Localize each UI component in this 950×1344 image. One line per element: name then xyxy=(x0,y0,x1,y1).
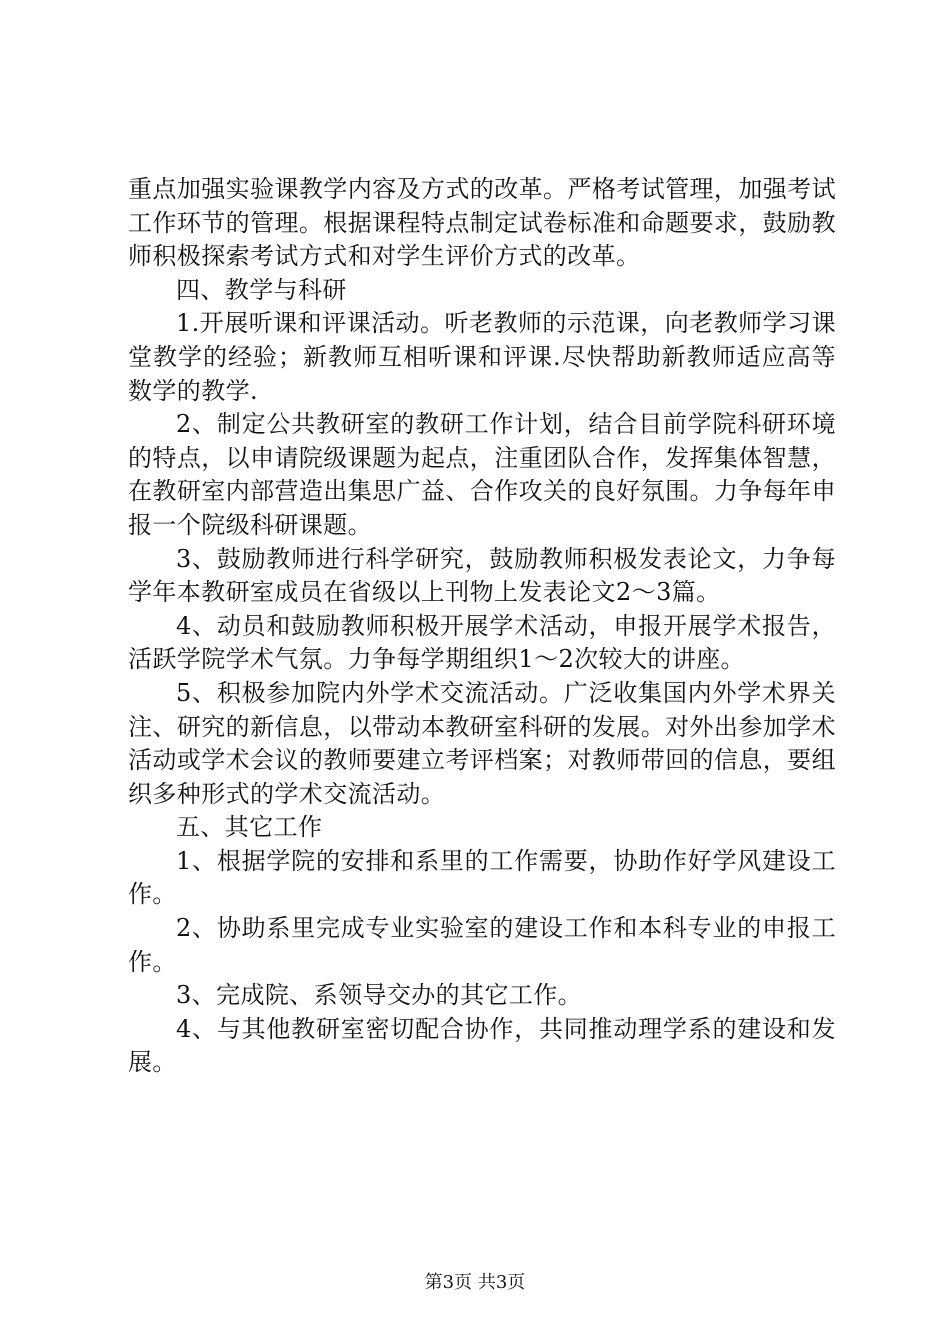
section-heading-teaching-research: 四、教学与科研 xyxy=(176,275,347,304)
paragraph-item: 4、与其他教研室密切配合协作，共同推动理学系的建设和发展。 xyxy=(128,1014,836,1077)
paragraph-item: 1.开展听课和评课活动。听老教师的示范课，向老教师学习课堂教学的经验；新教师互相听课和评课.尽快帮助新教师适应高等数学的教学. xyxy=(128,309,836,405)
paragraph-continued: 重点加强实验课教学内容及方式的改革。严格考试管理，加强考试工作环节的管理。根据课程特点制定试卷标准和命题要求，鼓励教师积极探索考试方式和对学生评价方式的改革。 xyxy=(128,175,836,271)
page-footer xyxy=(0,1272,950,1294)
paragraph-item: 4、动员和鼓励教师积极开展学术活动，申报开展学术报告，活跃学院学术气氛。力争每学期组织1～2次较大的讲座。 xyxy=(128,611,836,674)
paragraph-item: 1、根据学院的安排和系里的工作需要，协助作好学风建设工作。 xyxy=(128,846,836,909)
paragraph-item: 2、制定公共教研室的教研工作计划，结合目前学院科研环境的特点，以申请院级课题为起点，注重团队合作，发挥集体智慧，在教研室内部营造出集思广益、合作攻关的良好氛围。力争每年申报一个院级科研课题。 xyxy=(128,410,836,539)
section-heading-other-work: 五、其它工作 xyxy=(176,813,323,842)
paragraph-item: 2、协助系里完成专业实验室的建设工作和本科专业的申报工作。 xyxy=(128,914,836,976)
document-body xyxy=(128,173,836,1080)
page-number-label: 第3页 共3页 xyxy=(424,1272,526,1293)
paragraph-item: 3、完成院、系领导交办的其它工作。 xyxy=(176,981,583,1010)
paragraph-item: 3、鼓励教师进行科学研究，鼓励教师积极发表论文，力争每学年本教研室成员在省级以上刊物上发表论文2～3篇。 xyxy=(128,544,836,607)
paragraph-item: 5、积极参加院内外学术交流活动。广泛收集国内外学术界关注、研究的新信息，以带动本教研室科研的发展。对外出参加学术活动或学术会议的教师要建立考评档案；对教师带回的信息，要组织多种形式的学术交流活动。 xyxy=(128,678,836,808)
